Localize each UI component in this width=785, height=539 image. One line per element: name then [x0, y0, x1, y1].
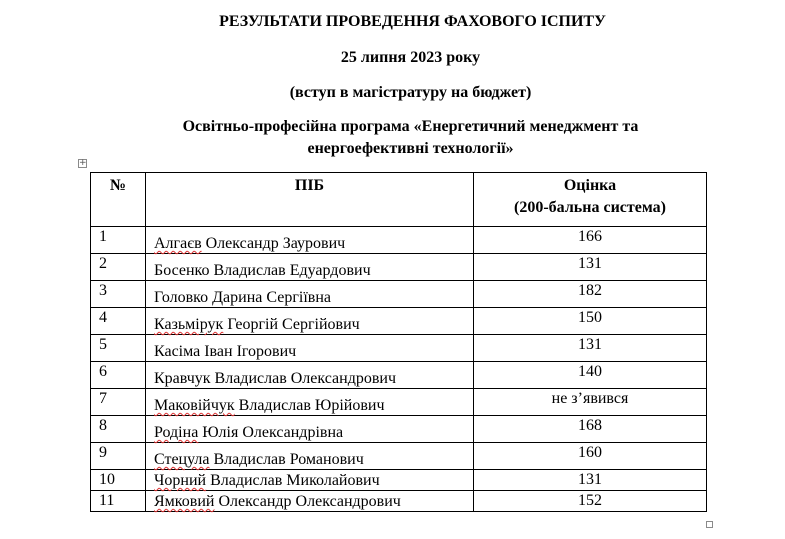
student-name: Ямковий Олександр Олександрович: [154, 493, 401, 510]
table-row: [91, 227, 707, 254]
student-name: Казьмірук Георгій Сергійович: [154, 316, 360, 333]
row-name-cell: [146, 470, 474, 491]
row-name-cell: [146, 362, 474, 389]
row-name-cell: [146, 254, 474, 281]
student-name: Головко Дарина Сергіївна: [154, 289, 332, 306]
header-grade-label: Оцінка: [563, 177, 617, 194]
row-number: 2: [91, 254, 146, 281]
table-row: [91, 470, 707, 491]
header-grade-scale: (200-бальна система): [514, 199, 666, 216]
student-name: Чорний Владислав Миколайович: [154, 472, 380, 489]
row-name-cell: [146, 416, 474, 443]
subtitle: (вступ в магістратуру на бюджет): [289, 84, 532, 101]
student-grade: 160: [474, 443, 707, 470]
row-name-cell: [146, 443, 474, 470]
header-grade: [474, 173, 707, 227]
student-grade: 182: [474, 281, 707, 308]
student-name: Касіма Іван Ігорович: [154, 343, 297, 360]
row-number: 11: [91, 491, 146, 512]
student-name: Стецула Владислав Романович: [154, 451, 364, 468]
table-row: [91, 281, 707, 308]
table-row: [91, 254, 707, 281]
student-name: Кравчук Владислав Олександрович: [154, 370, 397, 387]
row-number: 8: [91, 416, 146, 443]
student-name: Босенко Владислав Едуардович: [154, 262, 371, 279]
row-name-cell: [146, 335, 474, 362]
student-grade: 166: [474, 227, 707, 254]
student-name: Маковійчук Владислав Юрійович: [154, 397, 385, 414]
table-row: [91, 443, 707, 470]
row-name-cell: [146, 281, 474, 308]
page-title: РЕЗУЛЬТАТИ ПРОВЕДЕННЯ ФАХОВОГО ІСПИТУ: [219, 13, 606, 30]
header-name-label: ПІБ: [294, 177, 325, 194]
row-number: 3: [91, 281, 146, 308]
row-number: 1: [91, 227, 146, 254]
exam-date: 25 липня 2023 року: [340, 49, 481, 66]
header-num: [91, 173, 146, 227]
row-number: 10: [91, 470, 146, 491]
row-number: 5: [91, 335, 146, 362]
header-name: [146, 173, 474, 227]
row-number: 7: [91, 389, 146, 416]
table-row: [91, 362, 707, 389]
student-grade: 140: [474, 362, 707, 389]
student-grade: не з’явився: [474, 389, 707, 416]
results-table: [90, 172, 707, 512]
table-row: [91, 416, 707, 443]
table-row: [91, 389, 707, 416]
table-move-icon[interactable]: +: [79, 158, 87, 168]
student-grade: 131: [474, 335, 707, 362]
header-num-label: №: [109, 177, 127, 194]
table-row: [91, 335, 707, 362]
row-name-cell: [146, 227, 474, 254]
student-grade: 131: [474, 470, 707, 491]
student-grade: 168: [474, 416, 707, 443]
student-grade: 131: [474, 254, 707, 281]
table-resize-handle[interactable]: [706, 521, 713, 528]
row-name-cell: [146, 308, 474, 335]
table-row: [91, 491, 707, 512]
table-header-row: [91, 173, 707, 227]
program-title-line1: Освітньо-професійна програма «Енергетичний менеджмент та: [182, 118, 639, 135]
student-grade: 152: [474, 491, 707, 512]
student-name: Родіна Юлія Олександрівна: [154, 424, 344, 441]
row-number: 4: [91, 308, 146, 335]
student-grade: 150: [474, 308, 707, 335]
row-number: 6: [91, 362, 146, 389]
row-name-cell: [146, 389, 474, 416]
table-row: [91, 308, 707, 335]
program-title-line2: енергоефективні технології»: [307, 140, 514, 157]
row-name-cell: [146, 491, 474, 512]
row-number: 9: [91, 443, 146, 470]
student-name: Алгаєв Олександр Заурович: [154, 235, 346, 252]
